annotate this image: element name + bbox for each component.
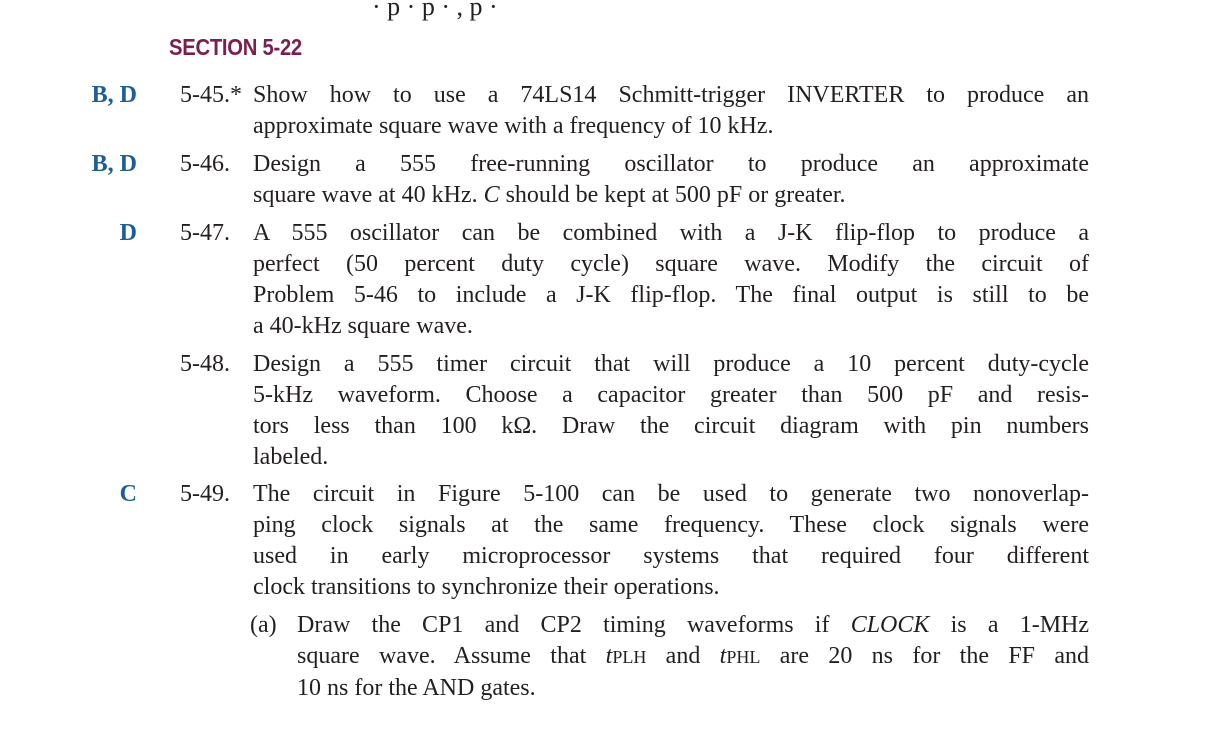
- problem-number: 5-46.: [180, 151, 230, 177]
- text-line: a 40-kHz square wave.: [253, 313, 473, 339]
- problem-number: 5-49.: [180, 481, 230, 507]
- problem-number: 5-47.: [180, 220, 230, 246]
- text-line: clock transitions to synchronize their operations.: [253, 574, 720, 600]
- text-segment: is a 1-MHz: [950, 612, 1090, 638]
- text-segment: square wave at 40 kHz.: [253, 182, 478, 208]
- subpart-letter: (a): [250, 612, 277, 638]
- problem-text: [253, 479, 1089, 603]
- text-line: used in early microprocessor systems that required four different: [253, 543, 1089, 569]
- difficulty-tag: C: [119, 481, 137, 507]
- clock-term: CLOCK: [850, 612, 930, 638]
- text-line: [253, 180, 1089, 211]
- tphl-symbol: t: [719, 643, 727, 669]
- tphl-subscript: PHL: [726, 647, 761, 667]
- text-segment: are 20 ns for the FF and: [779, 643, 1090, 669]
- text-line: approximate square wave with a frequency of 10 kHz.: [253, 113, 774, 139]
- text-line: tors less than 100 kΩ. Draw the circuit diagram with pin numbers: [253, 413, 1089, 439]
- text-line: The circuit in Figure 5-100 can be used to generate two nonoverlap-: [253, 481, 1089, 507]
- text-line: Problem 5-46 to include a J-K flip-flop. The final output is still to be: [253, 282, 1089, 308]
- difficulty-tag: B, D: [91, 82, 137, 108]
- text-line: 10 ns for the AND gates.: [297, 675, 536, 701]
- capacitor-symbol: C: [483, 182, 500, 208]
- text-line: [297, 610, 1089, 641]
- text-line: Design a 555 free-running oscillator to produce an approximate: [253, 151, 1089, 177]
- text-segment: should be kept at 500 pF or greater.: [505, 182, 846, 208]
- text-line: Design a 555 timer circuit that will produce a 10 percent duty-cycle: [253, 351, 1089, 377]
- text-line: labeled.: [253, 444, 329, 470]
- difficulty-tag: B, D: [91, 151, 137, 177]
- tplh-symbol: t: [605, 643, 613, 669]
- text-line: [297, 641, 1089, 673]
- difficulty-tag: D: [119, 220, 137, 246]
- problem-number: 5-45.*: [180, 82, 242, 108]
- problem-text: [253, 349, 1089, 473]
- text-segment: square wave. Assume that: [297, 643, 587, 669]
- text-line: ping clock signals at the same frequency. These clock signals were: [253, 512, 1089, 538]
- text-line: 5-kHz waveform. Choose a capacitor greater than 500 pF and resis-: [253, 382, 1089, 408]
- text-line: perfect (50 percent duty cycle) square wave. Modify the circuit of: [253, 251, 1089, 277]
- problem-text: [253, 149, 1089, 211]
- problem-text: [253, 218, 1089, 342]
- section-title: SECTION 5-22: [169, 34, 302, 60]
- problem-number: 5-48.: [180, 351, 230, 377]
- text-segment: and: [665, 643, 701, 669]
- text-line: Show how to use a 74LS14 Schmitt-trigger INVERTER to produce an: [253, 82, 1089, 108]
- subpart-text: [297, 610, 1089, 704]
- cut-off-text: · p · p · , p ·: [372, 0, 498, 21]
- tplh-subscript: PLH: [612, 647, 647, 667]
- problem-text: [253, 80, 1089, 142]
- text-segment: Draw the CP1 and CP2 timing waveforms if: [297, 612, 830, 638]
- text-line: A 555 oscillator can be combined with a J-K flip-flop to produce a: [253, 220, 1089, 246]
